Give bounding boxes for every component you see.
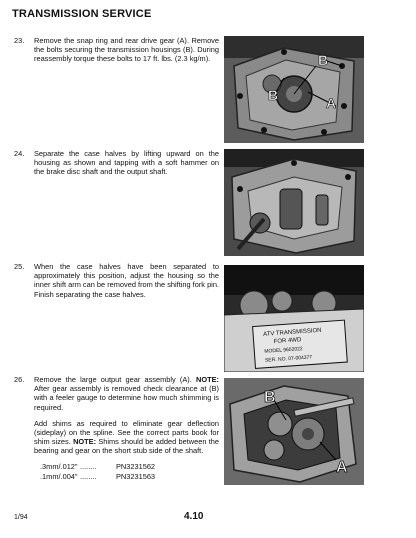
step-24 — [14, 149, 219, 177]
note-label: NOTE: — [196, 375, 219, 384]
plate-line-1: ATV TRANSMISSION — [262, 327, 322, 338]
plate-line-3: MODEL 9602022 — [264, 346, 303, 355]
photo-output-gear-assembly — [224, 378, 364, 485]
shim-size: .3mm/.012" — [40, 461, 78, 471]
step-number: 26. — [14, 375, 25, 384]
step-number: 23. — [14, 36, 25, 45]
callout-b: B — [264, 389, 276, 406]
step-text: Remove the snap ring and rear drive gear (A). Remove the bolts securing the transmission housings (B). During reassembly torque these bolts to 17 ft. lbs. (2.3 kg/m). — [34, 36, 219, 64]
photo-transmission-housing-bolts — [224, 36, 364, 143]
step-number: 25. — [14, 262, 25, 271]
para2-text: Add shims as required to eliminate gear deflection (sideplay) on the spline. See the correct parts book for shim sizes. — [34, 418, 219, 447]
note-text: Shims should be added between the bearing and gear on the short stub side of the shaft. — [34, 437, 219, 456]
step-text: When the case halves have been separated to approximately this position, adjust the housing so the inner shift arm can be removed from the shifting fork pin. Finish separating the case halves. — [34, 262, 219, 299]
shim-size: .1mm/.004" — [40, 471, 78, 481]
leader-dots: ........ — [80, 471, 97, 481]
step-25 — [14, 262, 219, 299]
shim-row — [40, 472, 219, 482]
page-title: TRANSMISSION SERVICE — [12, 8, 152, 20]
page-number: 4.10 — [184, 511, 204, 522]
step-text-main: Remove the large output gear assembly (A). — [34, 375, 192, 384]
callout-b: B — [318, 52, 329, 68]
photo-case-separated-nameplate — [224, 265, 364, 372]
note-label: NOTE: — [73, 437, 97, 447]
shim-row — [40, 462, 219, 472]
callout-a: A — [326, 95, 337, 111]
plate-line-4: SER. NO. 07-004377 — [264, 354, 313, 364]
part-number: PN3231562 — [116, 461, 156, 471]
revision-date: 1/94 — [14, 514, 28, 521]
callout-b: B — [268, 87, 279, 103]
shim-part-list — [40, 462, 219, 482]
step-26 — [14, 375, 219, 482]
callout-a: A — [336, 459, 348, 476]
leader-dots: ........ — [80, 461, 97, 471]
step-paragraph-2 — [34, 419, 219, 456]
step-text — [34, 375, 219, 412]
note-text: After gear assembly is removed check clearance at (B) with a feeler gauge to determine how much shimming is required. — [34, 384, 219, 412]
step-number: 24. — [14, 149, 25, 158]
photo-separating-case-halves — [224, 149, 364, 256]
plate-line-2: FOR 4WD — [273, 337, 302, 346]
part-number: PN3231563 — [116, 471, 156, 481]
step-text: Separate the case halves by lifting upward on the housing as shown and tapping with a soft hammer on the brake disc shaft and the output shaft. — [34, 149, 219, 177]
step-23 — [14, 36, 219, 64]
